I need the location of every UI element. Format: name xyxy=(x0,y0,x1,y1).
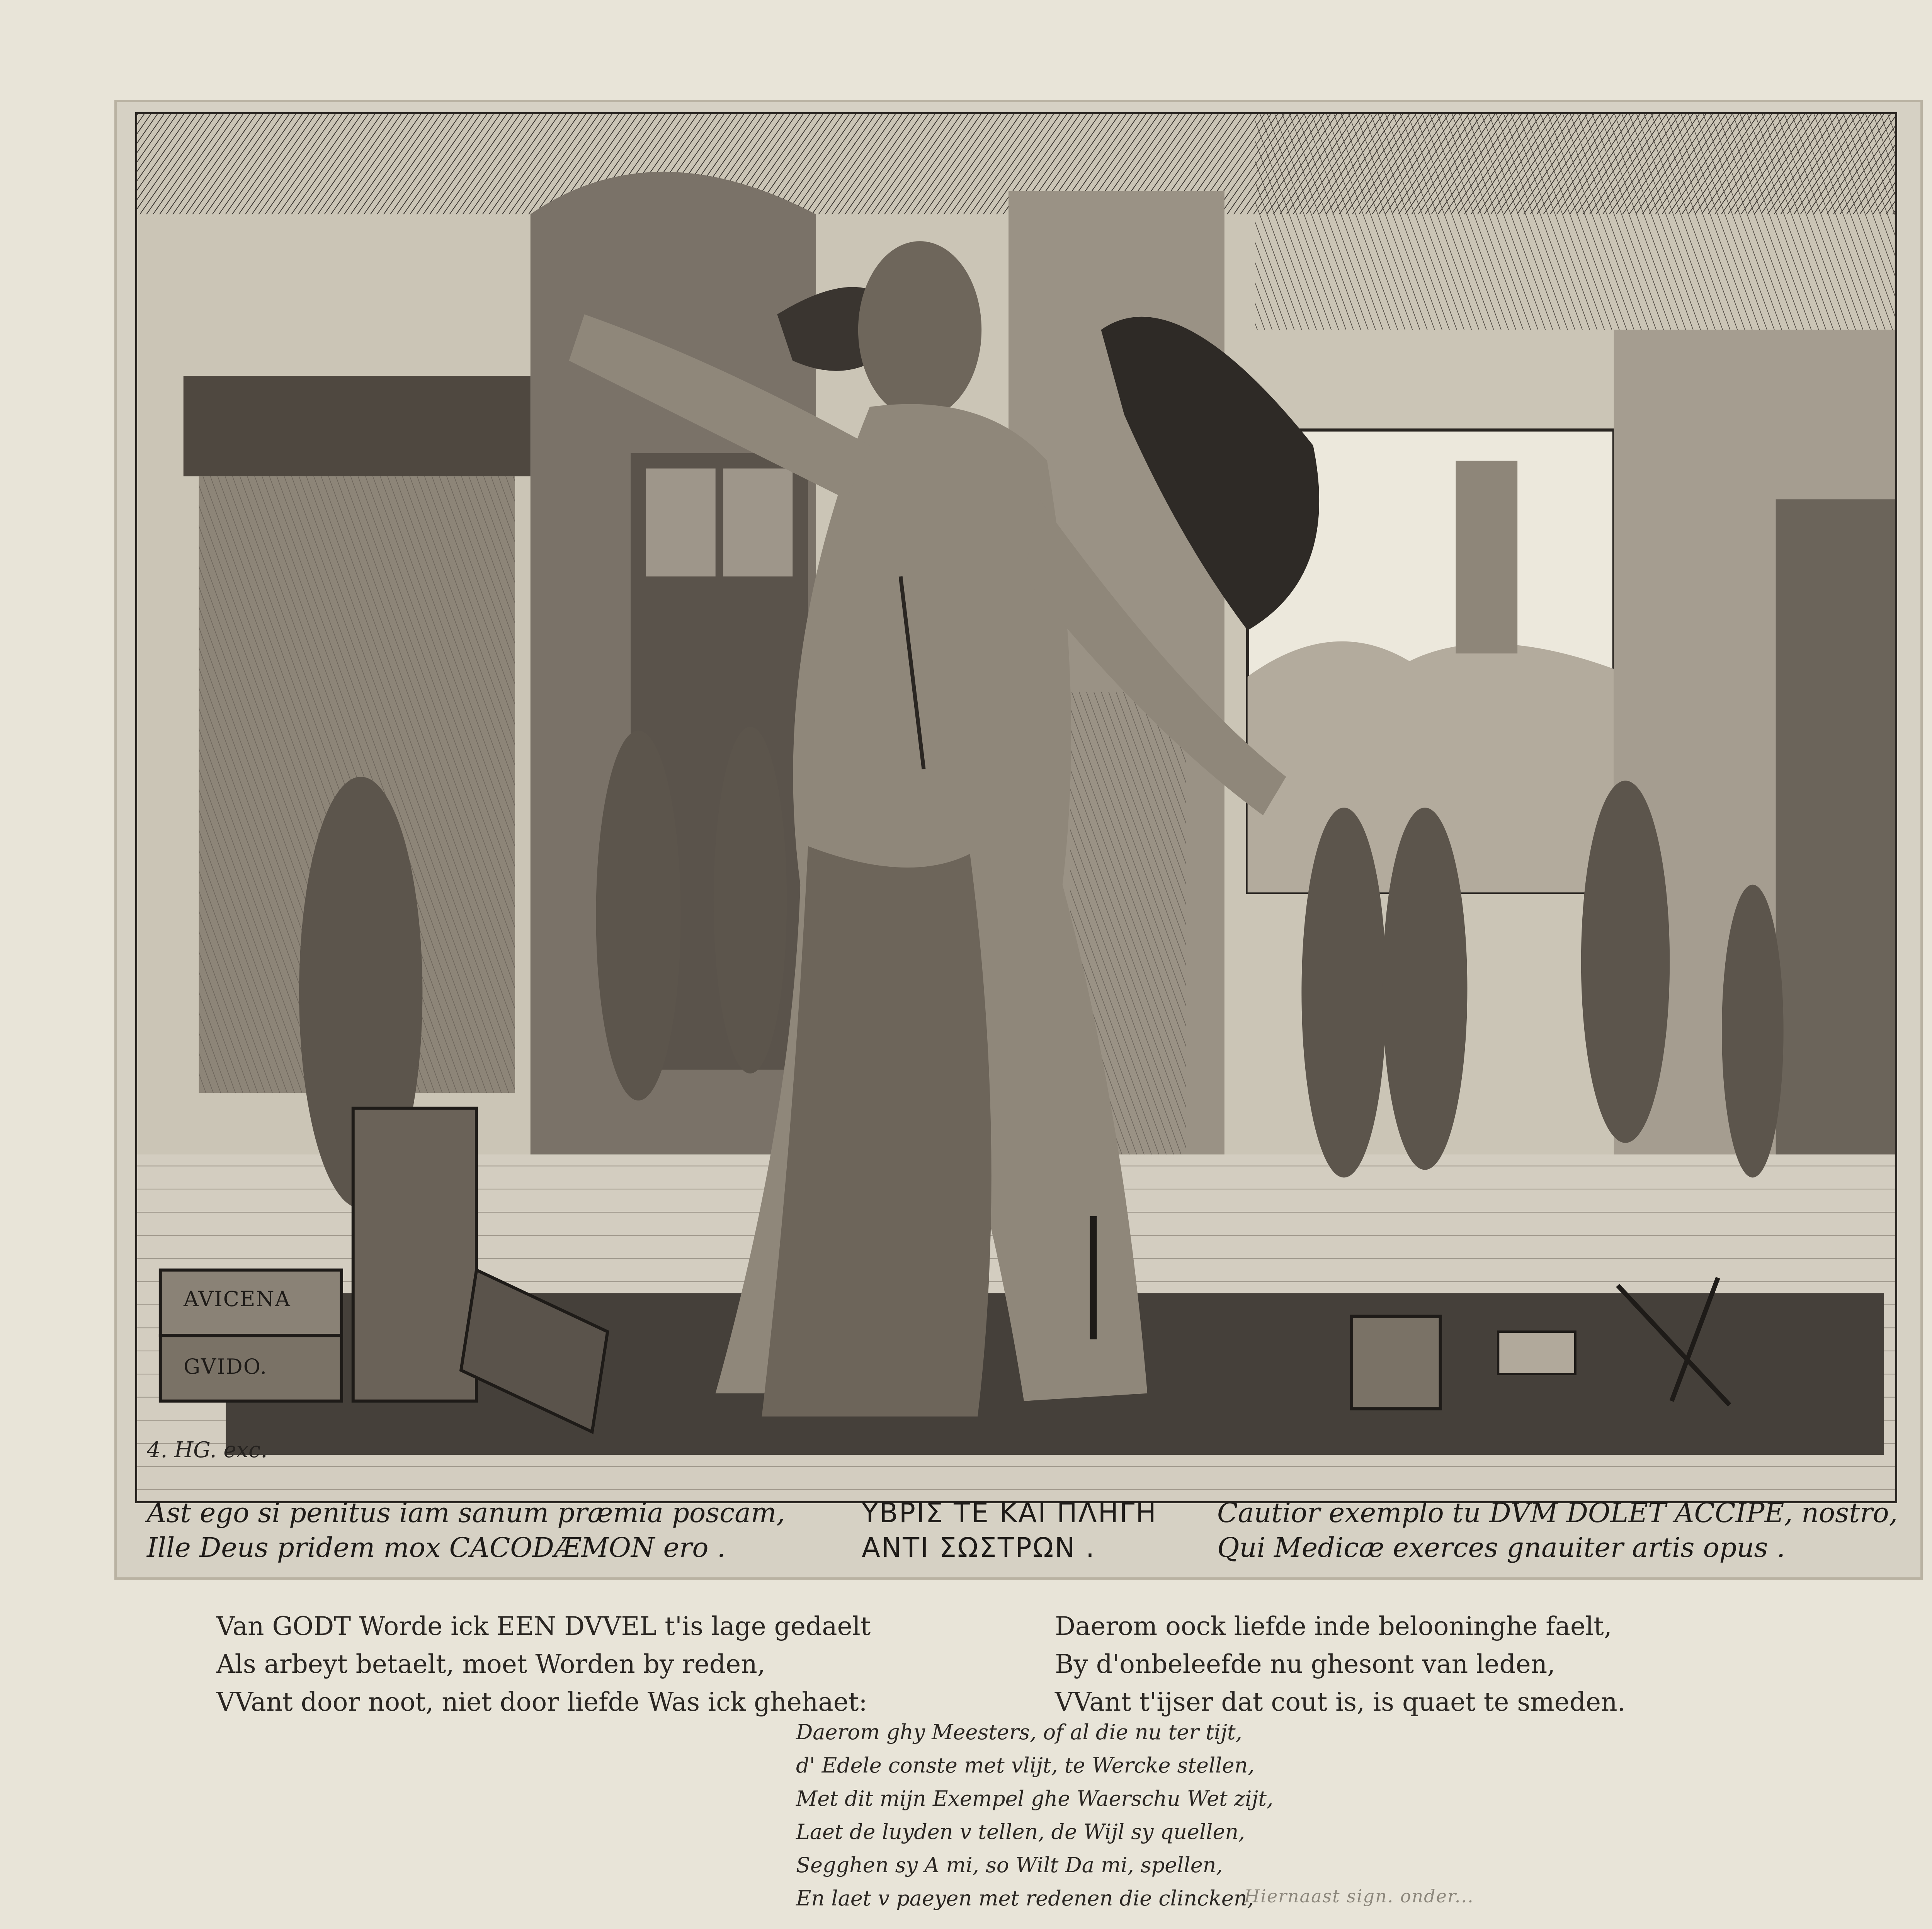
caption-line: Ast ego si penitus iam sanum præmia poscam, xyxy=(147,1497,785,1529)
verse-line: Daerom oock liefde inde belooninghe faelt, xyxy=(1055,1611,1612,1641)
latin-caption-left xyxy=(147,1495,785,1565)
verse-line: En laet v paeyen met redenen die clincken, xyxy=(796,1886,1254,1910)
book-label-avicena: AVICENA xyxy=(184,1287,291,1311)
latin-caption-right xyxy=(1217,1495,1898,1565)
caption-line: Qui Medicæ exerces gnauiter artis opus . xyxy=(1217,1532,1785,1563)
engraving-scene xyxy=(135,112,1897,1503)
verse-line: Van GODT Worde ick EEN DVVEL t'is lage gedaelt xyxy=(216,1611,871,1641)
dutch-verse-right xyxy=(1055,1608,1626,1721)
verse-line: Als arbeyt betaelt, moet Worden by reden, xyxy=(216,1649,765,1679)
book-label-guido: GVIDO. xyxy=(184,1354,268,1379)
caption-line: Ille Deus pridem mox CACODÆMON ero . xyxy=(147,1532,726,1563)
verse-line: VVant door noot, niet door liefde Was ick ghehaet: xyxy=(216,1687,867,1717)
dutch-verse-left xyxy=(216,1608,871,1721)
dutch-verse-small xyxy=(796,1716,1273,1915)
pencil-margin-note: Hiernaast sign. onder... xyxy=(1244,1886,1474,1907)
verse-line: Laet de luyden v tellen, de Wijl sy quellen, xyxy=(796,1820,1245,1844)
engraving-illustration xyxy=(137,114,1895,1501)
caption-line: ΥΒΡΙΣ ΤΕ ΚΑΙ ΠΛΗΓΗ xyxy=(862,1497,1157,1529)
verse-line: Segghen sy A mi, so Wilt Da mi, spellen, xyxy=(796,1853,1223,1877)
caption-line: ΑΝΤΙ ΣΩΣΤΡΩΝ . xyxy=(862,1532,1096,1563)
caption-line: Cautior exemplo tu DVM DOLET ACCIPE, nostro, xyxy=(1217,1497,1898,1529)
verse-line: VVant t'ijser dat cout is, is quaet te smeden. xyxy=(1055,1687,1626,1717)
verse-line: Daerom ghy Meesters, of al die nu ter tijt, xyxy=(796,1720,1242,1744)
verse-line: Met dit mijn Exempel ghe Waerschu Wet zijt, xyxy=(796,1786,1274,1811)
verse-line: d' Edele conste met vlijt, te Wercke stellen, xyxy=(796,1753,1255,1778)
verse-line: By d'onbeleefde nu ghesont van leden, xyxy=(1055,1649,1556,1679)
greek-caption-middle xyxy=(862,1495,1157,1565)
publisher-monogram: 4. HG. exc. xyxy=(147,1437,268,1463)
